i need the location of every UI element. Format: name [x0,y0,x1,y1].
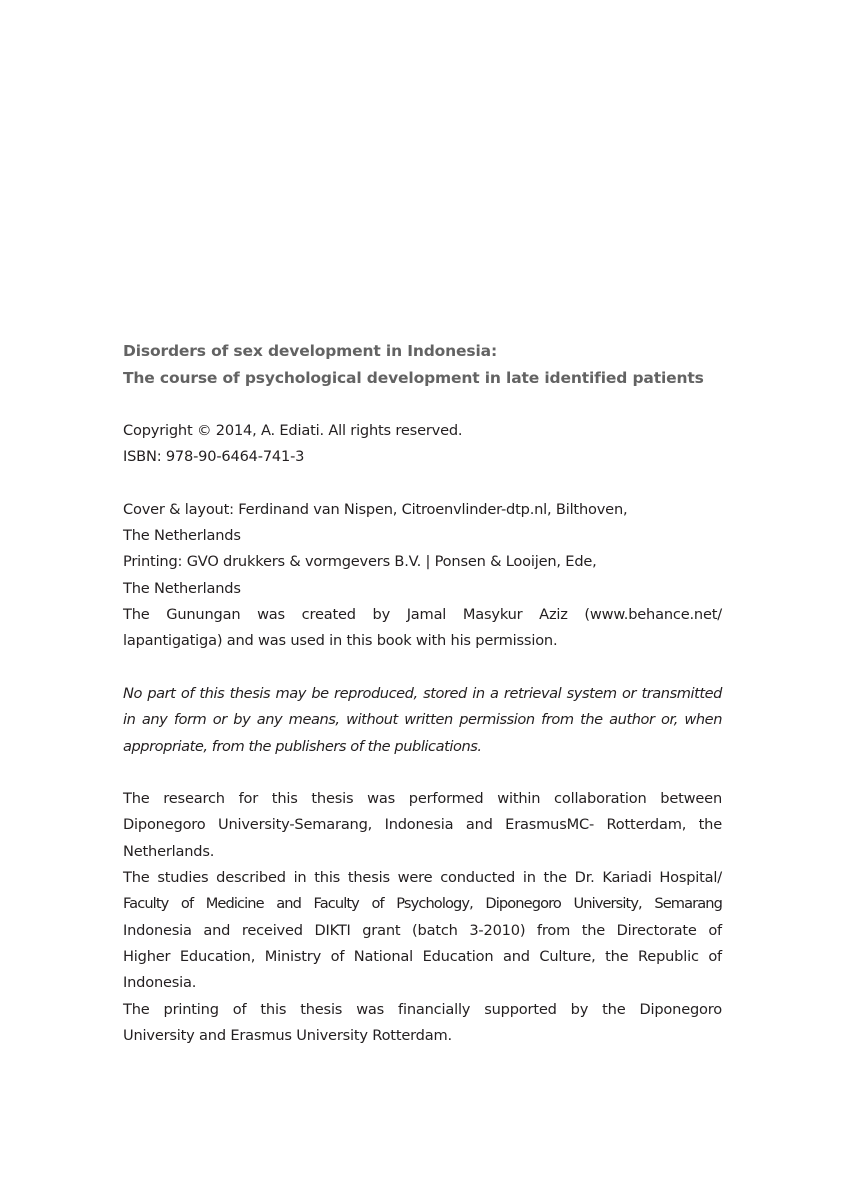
collaboration-line-3: Netherlands. [123,842,215,860]
printing-support-line-1: The printing of this thesis was financially supported by the Diponegoro [123,1000,722,1018]
copyright-block [123,418,722,471]
studies-line-1: The studies described in this thesis were conducted in the Dr. Kariadi Hospital/ [123,869,722,887]
thesis-title [123,338,722,392]
gunungan-credit-line-2: lapantigatiga) and was used in this book with his permission. [123,632,558,650]
thesis-title-line-1: Disorders of sex development in Indonesia: [123,342,498,360]
printing-support-line-2: University and Erasmus University Rotterdam. [123,1026,452,1044]
rights-notice-line-1: No part of this thesis may be reproduced, stored in a retrieval system or transmitted [123,684,722,702]
studies-line-5: Indonesia. [123,974,197,992]
thesis-title-line-2: The course of psychological development in late identified patients [123,369,704,387]
printing-country: The Netherlands [123,579,241,597]
studies-line-2: Faculty of Medicine and Faculty of Psychology, Diponegoro University, Semarang [123,895,722,913]
rights-notice-line-3: appropriate, from the publishers of the publications. [123,737,482,755]
collaboration-line-2: Diponegoro University-Semarang, Indonesia and ErasmusMC- Rotterdam, the [123,816,722,834]
studies-line-3: Indonesia and received DIKTI grant (batch 3-2010) from the Directorate of [123,921,722,939]
rights-notice [123,681,722,760]
research-block [123,786,722,1049]
credits-block [123,497,722,655]
studies-line-4: Higher Education, Ministry of National Education and Culture, the Republic of [123,947,722,965]
cover-layout-country: The Netherlands [123,527,241,545]
collaboration-line-1: The research for this thesis was performed within collaboration between [123,790,722,808]
colophon-page [123,338,722,1049]
printing-credit: Printing: GVO drukkers & vormgevers B.V. | Ponsen & Looijen, Ede, [123,553,597,571]
gunungan-credit-line-1: The Gunungan was created by Jamal Masykur Aziz (www.behance.net/ [123,606,722,624]
isbn: ISBN: 978-90-6464-741-3 [123,448,305,466]
copyright-notice: Copyright © 2014, A. Ediati. All rights reserved. [123,422,463,439]
rights-notice-line-2: in any form or by any means, without written permission from the author or, when [123,711,722,729]
cover-layout-credit: Cover & layout: Ferdinand van Nispen, Citroenvlinder-dtp.nl, Bilthoven, [123,500,628,518]
